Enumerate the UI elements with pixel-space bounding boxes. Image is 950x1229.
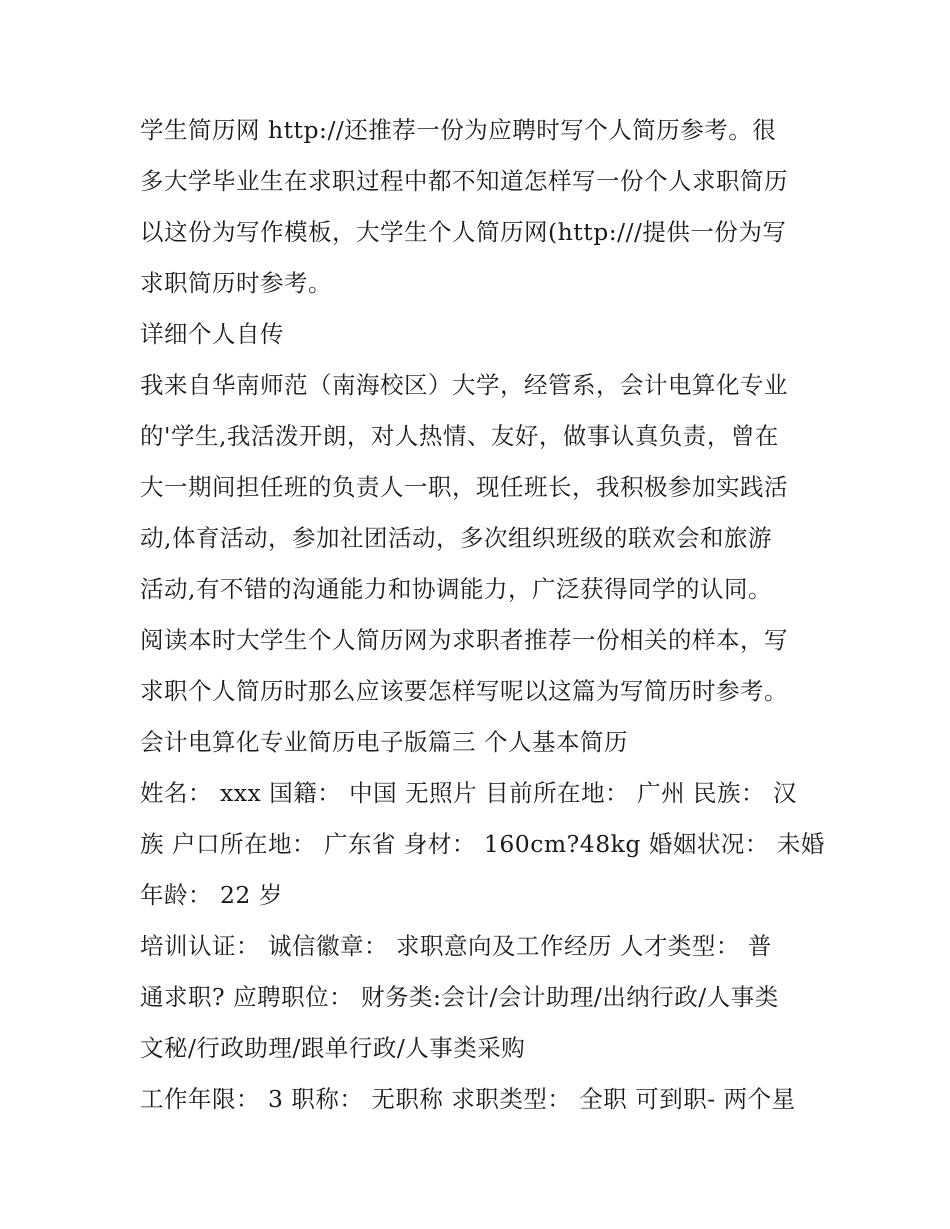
text-line: 以这份为写作模板，大学生个人简历网(http:///提供一份为写 <box>140 218 787 246</box>
section-heading: 详细个人自传 <box>140 320 284 348</box>
text-line: 求职简历时参考。 <box>140 269 332 297</box>
text-line: 姓名： xxx 国籍： 中国 无照片 目前所在地： 广州 民族： 汉 <box>140 779 798 807</box>
text-line: 大一期间担任班的负责人一职，现任班长，我积极参加实践活 <box>140 473 788 501</box>
text-line: 我来自华南师范（南海校区）大学，经管系，会计电算化专业 <box>140 371 788 399</box>
text-line: 活动,有不错的沟通能力和协调能力，广泛获得同学的认同。 <box>140 575 772 603</box>
section-heading: 会计电算化专业简历电子版篇三 个人基本简历 <box>140 728 628 756</box>
text-line: 多大学毕业生在求职过程中都不知道怎样写一份个人求职简历 <box>140 167 788 195</box>
text-line: 动,体育活动，参加社团活动，多次组织班级的联欢会和旅游 <box>140 524 772 552</box>
text-line: 文秘/行政助理/跟单行政/人事类采购 <box>140 1034 526 1062</box>
text-line: 年龄： 22 岁 <box>140 881 283 909</box>
text-line: 族 户口所在地： 广东省 身材： 160cm?48kg 婚姻状况： 未婚 <box>140 830 825 858</box>
document-body <box>140 105 825 1125</box>
text-line: 阅读本时大学生个人简历网为求职者推荐一份相关的样本，写 <box>140 626 788 654</box>
text-line: 求职个人简历时那么应该要怎样写呢以这篇为写简历时参考。 <box>140 677 788 705</box>
text-line: 通求职? 应聘职位： 财务类:会计/会计助理/出纳行政/人事类 <box>140 983 779 1011</box>
text-line: 的'学生,我活泼开朗，对人热情、友好，做事认真负责，曾在 <box>140 422 779 450</box>
text-line: 工作年限： 3 职称： 无职称 求职类型： 全职 可到职- 两个星 <box>140 1085 796 1113</box>
text-line: 学生简历网 http://还推荐一份为应聘时写个人简历参考。很 <box>140 116 777 144</box>
text-line: 培训认证： 诚信徽章： 求职意向及工作经历 人才类型： 普 <box>140 932 772 960</box>
